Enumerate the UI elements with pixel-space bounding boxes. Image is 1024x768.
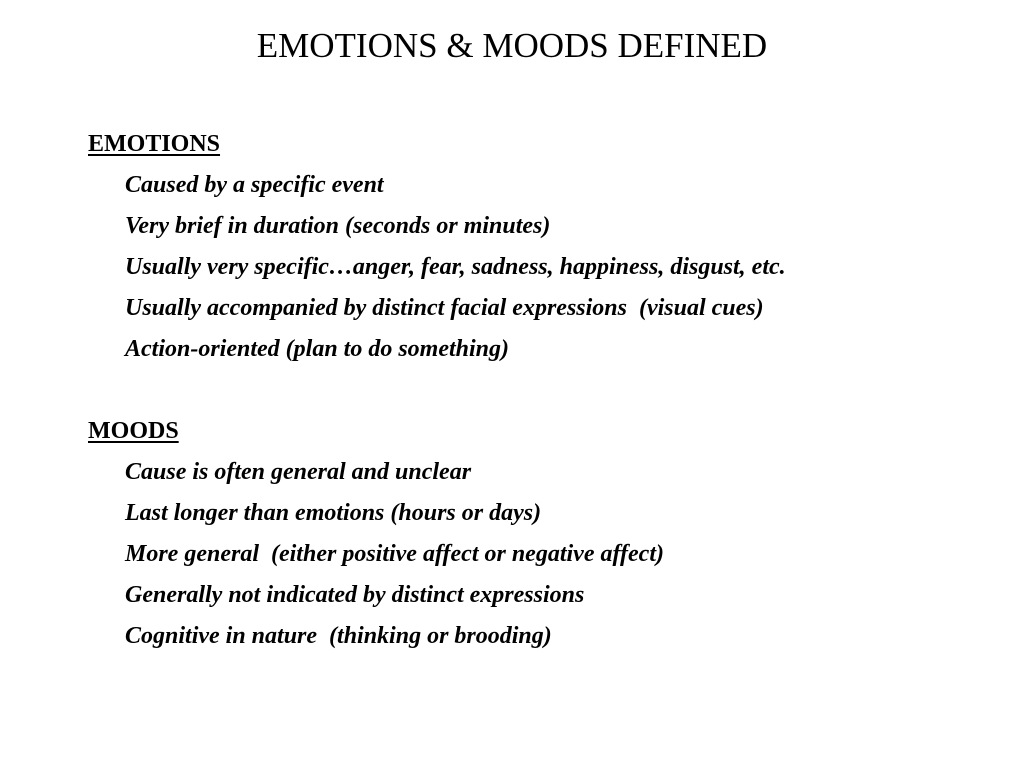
list-item: Action-oriented (plan to do something) (125, 336, 510, 362)
emotions-list (88, 165, 988, 370)
list-item: Usually very specific…anger, fear, sadness, happiness, disgust, etc. (125, 254, 786, 280)
section-moods (88, 411, 988, 657)
list-item: More general (either positive affect or negative affect) (125, 541, 664, 567)
moods-list (88, 452, 988, 657)
list-item: Last longer than emotions (hours or days) (125, 500, 542, 526)
list-item: Very brief in duration (seconds or minutes) (125, 213, 551, 239)
list-item: Caused by a specific event (125, 172, 384, 198)
list-item: Cognitive in nature (thinking or brooding) (125, 623, 552, 649)
list-item: Generally not indicated by distinct expressions (125, 582, 585, 608)
section-emotions (88, 124, 988, 370)
slide-title: EMOTIONS & MOODS DEFINED (256, 26, 768, 65)
list-item: Cause is often general and unclear (125, 459, 472, 485)
list-item: Usually accompanied by distinct facial expressions (visual cues) (125, 295, 764, 321)
section-heading-emotions: EMOTIONS (88, 131, 221, 157)
section-heading-moods: MOODS (88, 418, 179, 444)
